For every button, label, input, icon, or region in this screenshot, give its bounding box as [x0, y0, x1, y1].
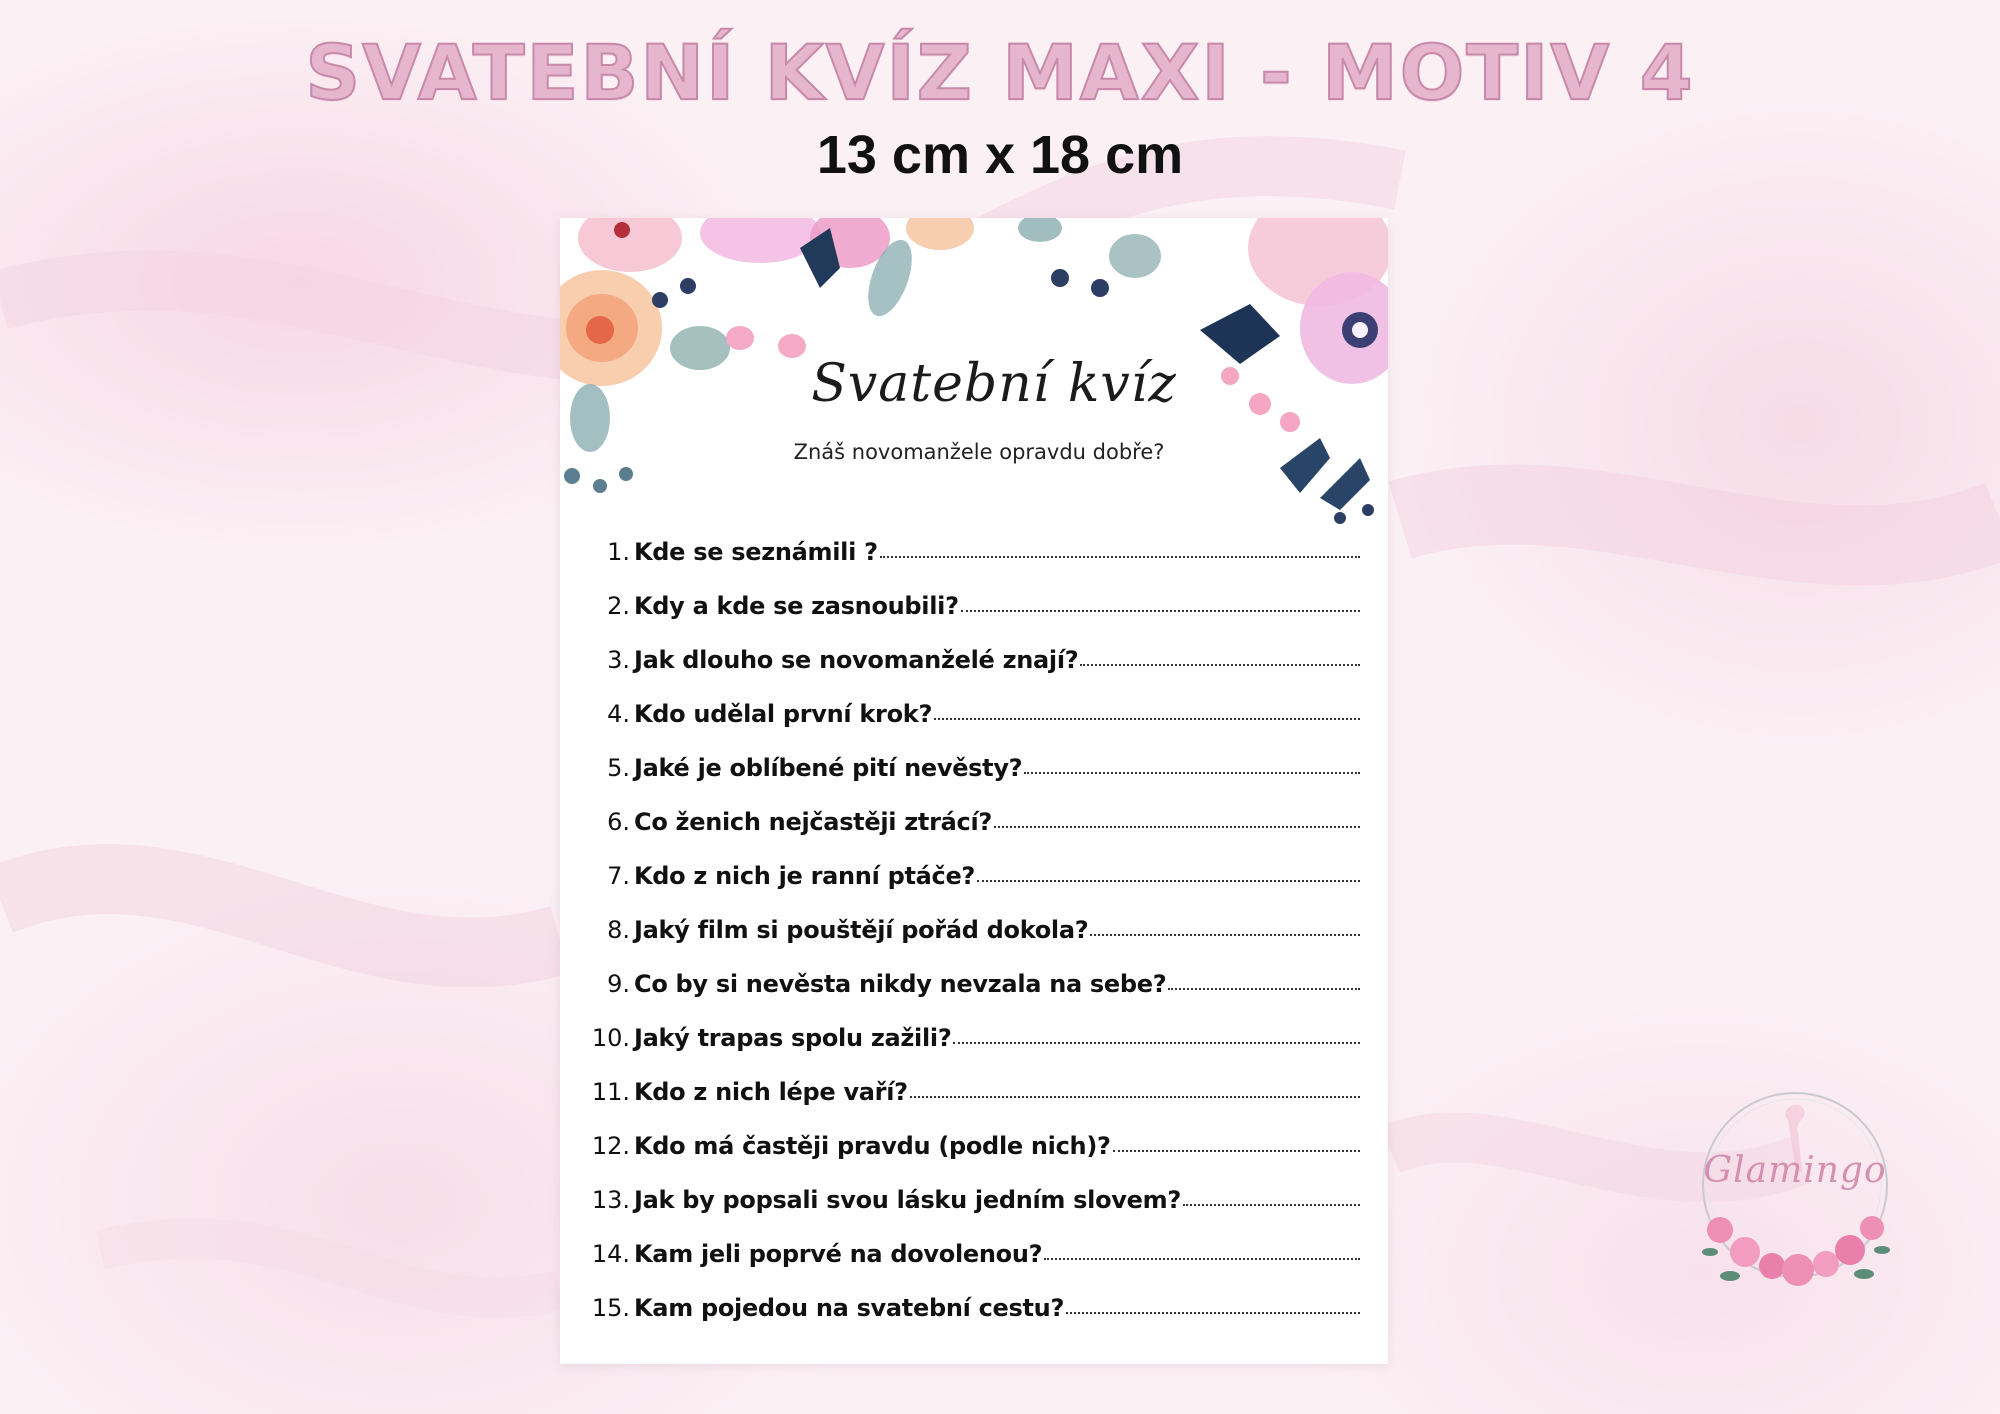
- answer-line: [1090, 934, 1360, 936]
- question-text: Kdo má častěji pravdu (podle nich)?: [634, 1132, 1111, 1160]
- question-row: [580, 862, 1360, 916]
- answer-line: [961, 610, 1360, 612]
- question-number: 9.: [607, 970, 630, 998]
- question-text: Jaký trapas spolu zažili?: [634, 1024, 952, 1052]
- question-row: [580, 1024, 1360, 1078]
- answer-line: [1024, 772, 1360, 774]
- question-number: 14.: [591, 1240, 630, 1268]
- answer-line: [910, 1096, 1360, 1098]
- glamingo-logo: [1690, 1080, 1900, 1310]
- answer-line: [1066, 1312, 1360, 1314]
- question-text: Kdy a kde se zasnoubili?: [634, 592, 959, 620]
- question-row: [580, 1186, 1360, 1240]
- question-text: Jaký film si pouštějí pořád dokola?: [634, 916, 1089, 944]
- question-number: 13.: [591, 1186, 630, 1214]
- question-text: Jak dlouho se novomanželé znají?: [634, 646, 1079, 674]
- question-row: [580, 754, 1360, 808]
- question-row: [580, 1078, 1360, 1132]
- question-row: [580, 1132, 1360, 1186]
- question-number: 12.: [591, 1132, 630, 1160]
- question-number: 15.: [591, 1294, 630, 1322]
- question-row: [580, 700, 1360, 754]
- question-text: Kdo z nich je ranní ptáče?: [634, 862, 976, 890]
- question-text: Jak by popsali svou lásku jedním slovem?: [634, 1186, 1181, 1214]
- question-row: [580, 592, 1360, 646]
- logo-text: Glamingo: [1703, 1150, 1887, 1191]
- quiz-title: Svatební kvíz: [811, 354, 1177, 414]
- question-number: 7.: [607, 862, 630, 890]
- answer-line: [1113, 1150, 1360, 1152]
- question-text: Kde se seznámili ?: [634, 538, 878, 566]
- question-text: Kdo z nich lépe vaří?: [634, 1078, 908, 1106]
- flamingo-wreath-icon: [1690, 1080, 1900, 1310]
- question-row: [580, 538, 1360, 592]
- question-number: 4.: [607, 700, 630, 728]
- question-row: [580, 808, 1360, 862]
- question-row: [580, 1294, 1360, 1348]
- quiz-subtitle: Znáš novomanžele opravdu dobře?: [793, 440, 1165, 464]
- question-row: [580, 646, 1360, 700]
- question-number: 11.: [591, 1078, 630, 1106]
- question-list: [580, 538, 1360, 1348]
- answer-line: [880, 556, 1360, 558]
- question-number: 2.: [607, 592, 630, 620]
- question-number: 1.: [607, 538, 630, 566]
- question-text: Kdo udělal první krok?: [634, 700, 933, 728]
- answer-line: [953, 1042, 1360, 1044]
- answer-line: [1080, 664, 1360, 666]
- question-text: Co by si nevěsta nikdy nevzala na sebe?: [634, 970, 1167, 998]
- answer-line: [977, 880, 1360, 882]
- question-text: Kam jeli poprvé na dovolenou?: [634, 1240, 1043, 1268]
- product-size: 13 cm x 18 cm: [816, 125, 1184, 185]
- answer-line: [1168, 988, 1360, 990]
- product-title: SVATEBNÍ KVÍZ MAXI - MOTIV 4: [305, 28, 1695, 117]
- quiz-card: [560, 218, 1388, 1364]
- answer-line: [1183, 1204, 1360, 1206]
- question-number: 5.: [607, 754, 630, 782]
- answer-line: [1044, 1258, 1360, 1260]
- question-row: [580, 1240, 1360, 1294]
- question-text: Jaké je oblíbené pití nevěsty?: [634, 754, 1023, 782]
- question-text: Kam pojedou na svatební cestu?: [634, 1294, 1065, 1322]
- question-number: 8.: [607, 916, 630, 944]
- question-row: [580, 916, 1360, 970]
- answer-line: [994, 826, 1360, 828]
- question-text: Co ženich nejčastěji ztrácí?: [634, 808, 992, 836]
- question-number: 10.: [591, 1024, 630, 1052]
- question-number: 6.: [607, 808, 630, 836]
- question-number: 3.: [607, 646, 630, 674]
- question-row: [580, 970, 1360, 1024]
- answer-line: [934, 718, 1360, 720]
